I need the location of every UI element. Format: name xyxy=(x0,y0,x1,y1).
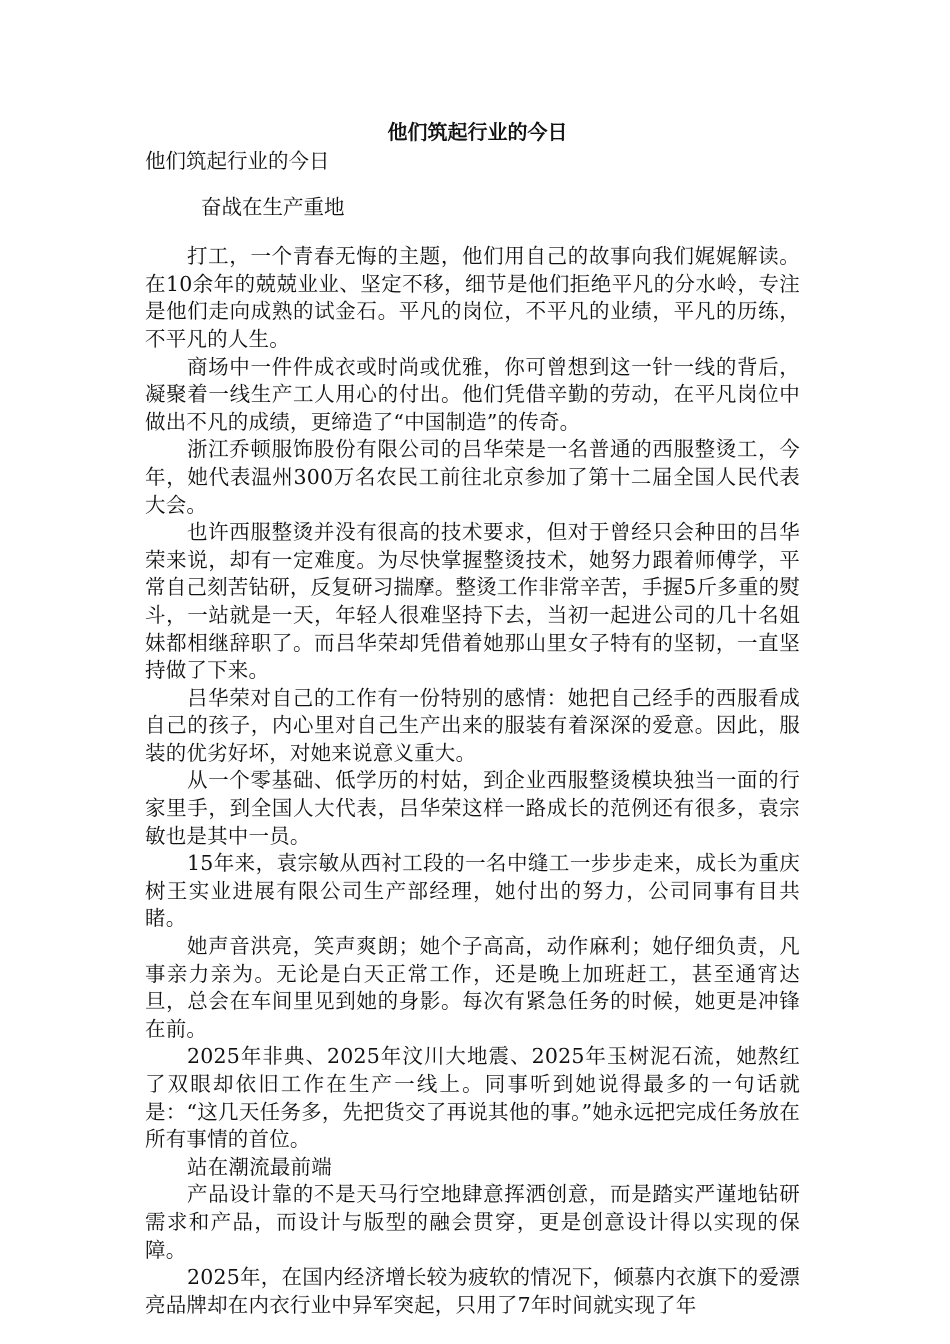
paragraph: 2025年非典、2025年汶川大地震、2025年玉树泥石流，她熬红了双眼却依旧工作在生产一线上。同事听到她说得最多的一句话就是：“这几天任务多，先把货交了再说其他的事。”她永远把完成任务放在所有事情的首位。 xyxy=(145,1044,800,1152)
section-heading: 奋战在生产重地 xyxy=(201,194,345,219)
paragraph: 产品设计靠的不是天马行空地肆意挥洒创意，而是踏实严谨地钻研需求和产品，而设计与版型的融会贯穿，更是创意设计得以实现的保障。 xyxy=(145,1182,800,1262)
paragraph: 从一个零基础、低学历的村姑，到企业西服整烫模块独当一面的行家里手，到全国人大代表，吕华荣这样一路成长的范例还有很多，袁宗敏也是其中一员。 xyxy=(145,768,800,848)
document-subtitle: 他们筑起行业的今日 xyxy=(145,149,330,173)
paragraph: 也许西服整烫并没有很高的技术要求，但对于曾经只会种田的吕华荣来说，却有一定难度。为尽快掌握整烫技术，她努力跟着师傅学，平常自己刻苦钻研，反复研习揣摩。整烫工作非常辛苦，手握5斤多重的熨斗，一站就是一天，年轻人很难坚持下去，当初一起进公司的几十名姐妹都相继辞职了。而吕华荣却凭借着她那山里女子特有的坚韧，一直坚持做了下来。 xyxy=(145,520,800,683)
paragraph: 浙江乔顿服饰股份有限公司的吕华荣是一名普通的西服整烫工，今年，她代表温州300万名农民工前往北京参加了第十二届全国人民代表大会。 xyxy=(145,437,800,517)
paragraph: 吕华荣对自己的工作有一份特别的感情：她把自己经手的西服看成自己的孩子，内心里对自己生产出来的服装有着深深的爱意。因此，服装的优劣好坏，对她来说意义重大。 xyxy=(145,685,800,765)
paragraph: 打工，一个青春无悔的主题，他们用自己的故事向我们娓娓解读。在10余年的兢兢业业、坚定不移，细节是他们拒绝平凡的分水岭，专注是他们走向成熟的试金石。平凡的岗位，不平凡的业绩，平凡的历练，不平凡的人生。 xyxy=(145,244,800,351)
document-page xyxy=(145,118,800,1319)
paragraph: 她声音洪亮，笑声爽朗；她个子高高，动作麻利；她仔细负责，凡事亲力亲为。无论是白天正常工作，还是晚上加班赶工，甚至通宵达旦，总会在车间里见到她的身影。每次有紧急任务的时候，她更是冲锋在前。 xyxy=(145,934,800,1041)
paragraph: 2025年，在国内经济增长较为疲软的情况下，倾慕内衣旗下的爱漂亮品牌却在内衣行业中异军突起，只用了7年时间就实现了年 xyxy=(145,1265,800,1317)
document-title: 他们筑起行业的今日 xyxy=(387,120,568,144)
paragraph: 商场中一件件成衣或时尚或优雅，你可曾想到这一针一线的背后，凝聚着一线生产工人用心的付出。他们凭借辛勤的劳动，在平凡岗位中做出不凡的成绩，更缔造了“中国制造”的传奇。 xyxy=(145,354,800,434)
subsection-heading: 站在潮流最前端 xyxy=(187,1154,332,1179)
paragraph: 15年来，袁宗敏从西衬工段的一名中缝工一步步走来，成长为重庆树王实业进展有限公司生产部经理，她付出的努力，公司同事有目共睹。 xyxy=(145,851,800,931)
